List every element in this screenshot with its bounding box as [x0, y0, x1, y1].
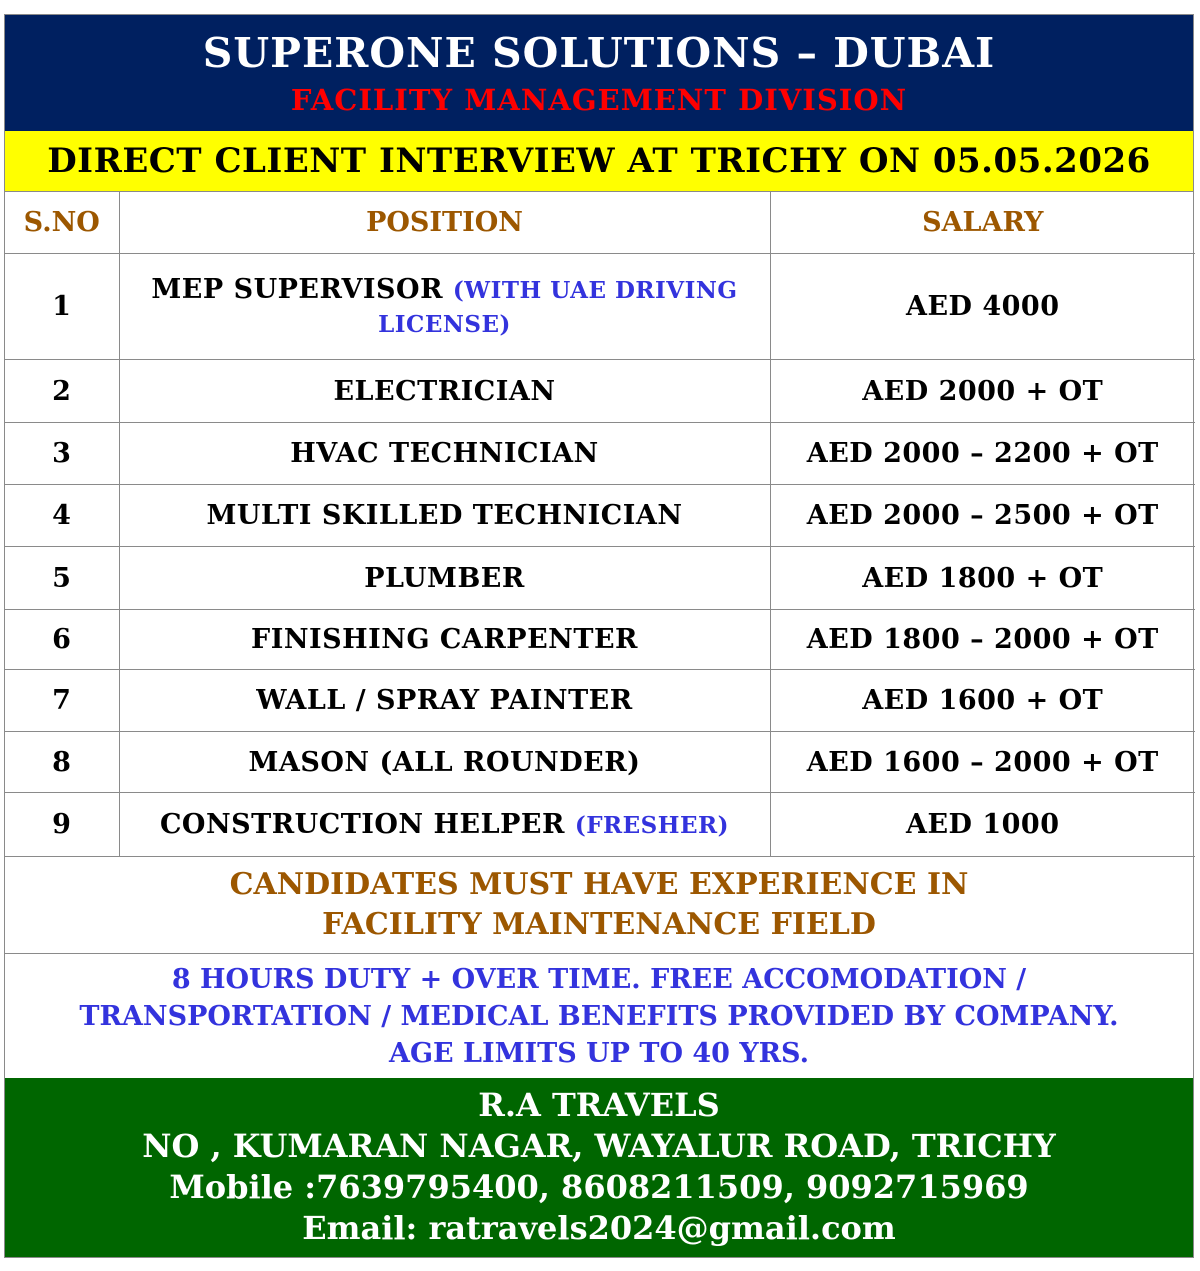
- row-salary: AED 2000 – 2500 + OT: [770, 485, 1195, 547]
- row-sno: 5: [5, 547, 119, 610]
- row-salary: AED 1800 + OT: [770, 547, 1195, 610]
- row-sno: 1: [5, 254, 119, 360]
- row-salary: AED 1600 – 2000 + OT: [770, 732, 1195, 793]
- job-advertisement: [4, 14, 1194, 1258]
- email-address: Email: ratravels2024@gmail.com: [302, 1209, 896, 1247]
- table-row: [5, 360, 1195, 423]
- row-sno: 7: [5, 670, 119, 732]
- table-row: [5, 547, 1195, 610]
- header-position: POSITION: [119, 192, 770, 254]
- table-row: [5, 254, 1195, 360]
- row-position: FINISHING CARPENTER: [119, 610, 770, 670]
- mobile-numbers: Mobile :7639795400, 8608211509, 9092715969: [169, 1168, 1029, 1206]
- row-salary: AED 1800 – 2000 + OT: [770, 610, 1195, 670]
- position-title: MEP SUPERVISOR: [151, 273, 444, 305]
- row-position: HVAC TECHNICIAN: [119, 423, 770, 485]
- experience-line-1: CANDIDATES MUST HAVE EXPERIENCE IN: [229, 867, 969, 902]
- row-position: MULTI SKILLED TECHNICIAN: [119, 485, 770, 547]
- table-header-row: [5, 192, 1195, 254]
- row-salary: AED 1600 + OT: [770, 670, 1195, 732]
- position-note: (FRESHER): [574, 812, 730, 839]
- row-sno: 2: [5, 360, 119, 423]
- row-position: [119, 254, 770, 360]
- table-row: [5, 793, 1195, 857]
- benefits-line-1: 8 HOURS DUTY + OVER TIME. FREE ACCOMODATION /: [171, 964, 1027, 995]
- title-banner: [5, 15, 1193, 131]
- position-title: CONSTRUCTION HELPER: [159, 809, 565, 840]
- row-position: PLUMBER: [119, 547, 770, 610]
- table-row: [5, 423, 1195, 485]
- contact-footer: [5, 1078, 1193, 1257]
- row-salary: AED 4000: [770, 254, 1195, 360]
- table-row: [5, 610, 1195, 670]
- row-sno: 9: [5, 793, 119, 857]
- experience-requirement: [5, 856, 1193, 954]
- header-salary: SALARY: [770, 192, 1195, 254]
- row-salary: AED 2000 – 2200 + OT: [770, 423, 1195, 485]
- header-sno: S.NO: [5, 192, 119, 254]
- positions-table: [5, 192, 1195, 857]
- agency-address: NO , KUMARAN NAGAR, WAYALUR ROAD, TRICHY: [142, 1127, 1056, 1165]
- benefits-info: [5, 954, 1193, 1078]
- row-sno: 8: [5, 732, 119, 793]
- row-sno: 4: [5, 485, 119, 547]
- row-position: ELECTRICIAN: [119, 360, 770, 423]
- experience-line-2: FACILITY MAINTENANCE FIELD: [322, 907, 876, 942]
- division-name: FACILITY MANAGEMENT DIVISION: [290, 83, 908, 117]
- agency-name: R.A TRAVELS: [478, 1086, 720, 1124]
- row-position: WALL / SPRAY PAINTER: [119, 670, 770, 732]
- table-row: [5, 485, 1195, 547]
- benefits-line-2: TRANSPORTATION / MEDICAL BENEFITS PROVIDED BY COMPANY.: [79, 1001, 1119, 1032]
- row-sno: 6: [5, 610, 119, 670]
- row-salary: AED 1000: [770, 793, 1195, 857]
- row-sno: 3: [5, 423, 119, 485]
- row-salary: AED 2000 + OT: [770, 360, 1195, 423]
- company-name: SUPERONE SOLUTIONS – DUBAI: [202, 29, 996, 77]
- position-note: (WITH UAE DRIVING LICENSE): [378, 276, 738, 338]
- benefits-line-3: AGE LIMITS UP TO 40 YRS.: [389, 1038, 809, 1069]
- row-position: MASON (ALL ROUNDER): [119, 732, 770, 793]
- interview-notice: DIRECT CLIENT INTERVIEW AT TRICHY ON 05.05.2026: [5, 131, 1193, 192]
- row-position: [119, 793, 770, 857]
- table-row: [5, 670, 1195, 732]
- table-row: [5, 732, 1195, 793]
